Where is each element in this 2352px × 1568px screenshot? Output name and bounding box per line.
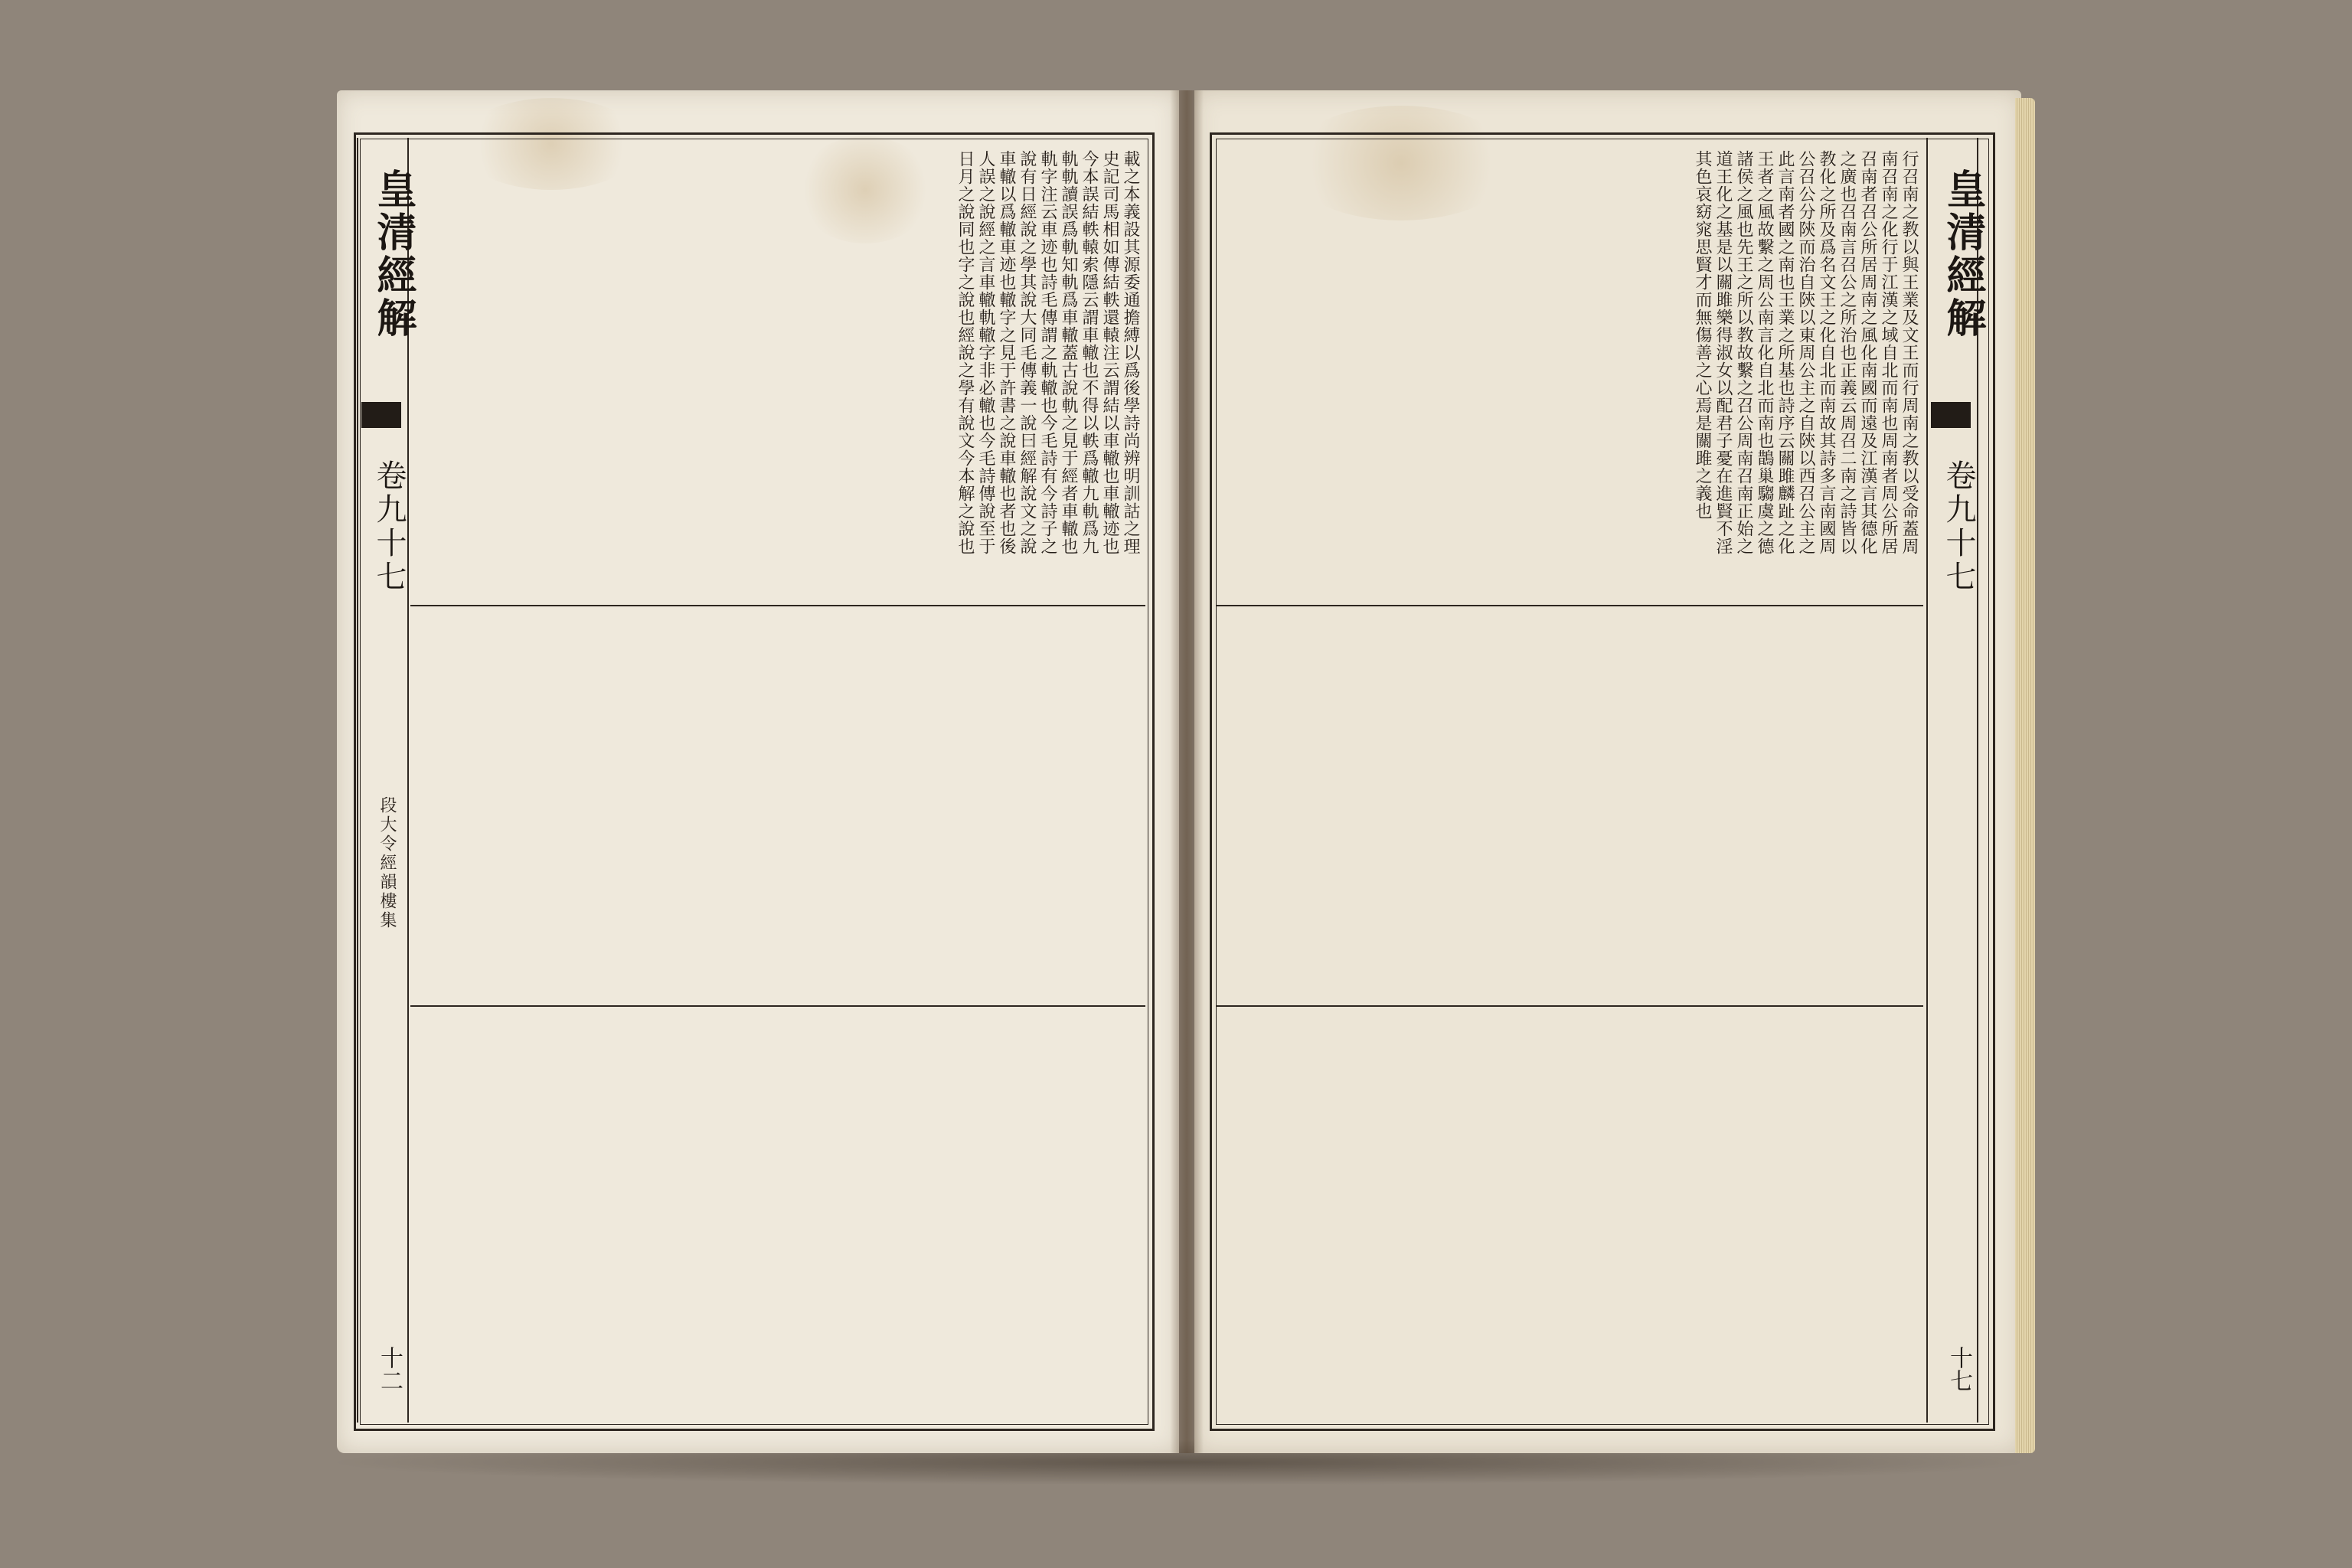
text-column: 人誤之說經之言車轍軌轍字非必轍也今毛詩傳說至于 bbox=[976, 150, 995, 555]
text-column: 史記司馬相如傳結軼還轅注云謂結以車轍也車轍迹也 bbox=[1100, 150, 1119, 555]
book-gutter bbox=[1170, 90, 1204, 1453]
band-divider bbox=[1216, 1005, 1923, 1007]
text-column: 召南者召公所居周南之風化南國而遠及江漢言其德化 bbox=[1858, 150, 1877, 555]
text-column: 說有日經說之學其說大同毛傳義一說曰經解說文之說 bbox=[1018, 150, 1037, 555]
text-column: 車轍以爲轍車迹也轍字之見于許書之說車轍也者也後 bbox=[997, 150, 1016, 555]
left-header-page-number: 十二 bbox=[376, 1346, 403, 1392]
left-page-margin-column bbox=[357, 138, 416, 1423]
text-column: 南召南之化行于江漢之域自北而南也周南者周公所居 bbox=[1879, 150, 1898, 555]
text-column: 其色哀窈窕思賢才而無傷善之心焉是關雎之義也 bbox=[1693, 150, 1712, 520]
left-header-title: 皇清經解 bbox=[370, 168, 416, 340]
text-column: 軌字注云車迹也詩毛傳謂之軌轍也今毛詩有今詩子之 bbox=[1038, 150, 1057, 555]
right-page bbox=[1194, 90, 2021, 1453]
right-header-page-number: 十七 bbox=[1945, 1346, 1972, 1392]
text-column: 載之本義設其源委通擔縛以爲後學詩尚辨明訓詁之理 bbox=[1121, 150, 1140, 555]
page-edges bbox=[2015, 98, 2035, 1453]
text-column: 公召公分陝而治自陝以東周公主之自陝以西召公主之 bbox=[1796, 150, 1815, 555]
right-text-band-top bbox=[1222, 150, 1919, 598]
text-column: 諸侯之風也先王之所以教故繫之召公周南召南正始之 bbox=[1734, 150, 1753, 555]
right-page-margin-column bbox=[1926, 138, 1986, 1423]
text-column: 行召南之教以與王業及文王而行周南之教以受命蓋周 bbox=[1900, 150, 1919, 555]
text-column: 之廣也召南言召公之所治也正義云周召二南之詩皆以 bbox=[1838, 150, 1857, 555]
left-page bbox=[337, 90, 1179, 1453]
text-column: 日月之說同也字之說也經說之學有說文今本解之說也 bbox=[956, 150, 975, 555]
left-text-band-top bbox=[416, 150, 1140, 598]
band-divider bbox=[410, 605, 1145, 606]
open-book bbox=[322, 90, 2029, 1476]
left-header-volume: 卷九十七 bbox=[371, 459, 407, 594]
text-column: 王者之風故繫之周公南言化自北而南也鵲巢騶虞之德 bbox=[1755, 150, 1774, 555]
right-header-title: 皇清經解 bbox=[1939, 168, 1986, 340]
text-column: 道王化之基是以關雎樂得淑女以配君子憂在進賢不淫 bbox=[1713, 150, 1733, 555]
text-column: 軌軌讀誤爲軌知軌爲車轍蓋古說軌之見于經者車轍也 bbox=[1059, 150, 1078, 555]
right-header-volume: 卷九十七 bbox=[1941, 459, 1976, 594]
fish-tail-mark-icon bbox=[361, 402, 401, 428]
band-divider bbox=[410, 1005, 1145, 1007]
fish-tail-mark-icon bbox=[1931, 402, 1971, 428]
left-header-collection: 段大令經韻樓集 bbox=[377, 796, 397, 930]
text-column: 今本誤結軼轅索隱云謂車轍也不得以軼爲轍九軌爲九 bbox=[1080, 150, 1099, 555]
text-column: 教化之所及爲名文王之化自北而南故其詩多言南國周 bbox=[1817, 150, 1836, 555]
text-column: 此言南者國之南也王業之所基也詩序云關雎麟趾之化 bbox=[1775, 150, 1795, 555]
band-divider bbox=[1216, 605, 1923, 606]
